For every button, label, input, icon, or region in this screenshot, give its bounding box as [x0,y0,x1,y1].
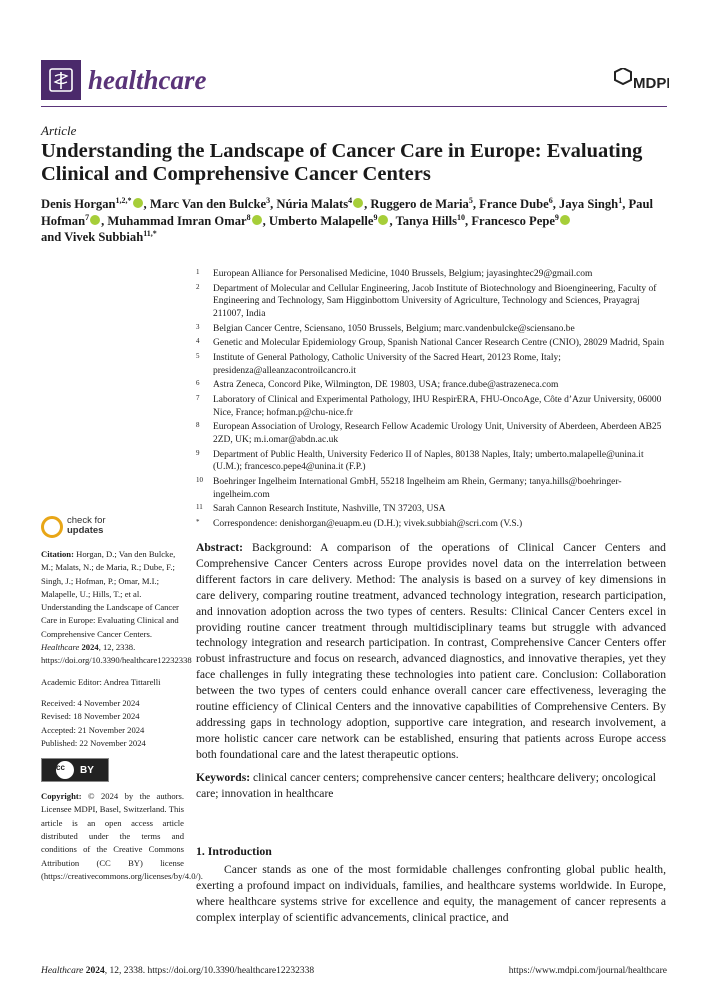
orcid-icon[interactable] [133,198,143,208]
received-date: Received: 4 November 2024 [41,697,140,708]
citation-journal: Healthcare [41,642,80,653]
author-list: Denis Horgan$^{1,2,*}$ , Marc Van den Bulcke$^3$, Núria Malats$^4$ , Ruggero de Maria$^5$, France Dube$^6$, Jaya Singh$^1$, Paul Hofman$^7$ , Muhammad Imran Omar$^8$ , Umberto Malapelle$^9$ , Tanya Hills$^{10}$, Francesco Pepe$^9$ and Vivek Subbiah$^{11,*}$ [41,195,653,244]
affiliation: 10 Boehringer Ingelheim International GmbH, 55218 Ingelheim am Rhein, Germany; tanya.hills@boehringer-ingelheim.com [196,475,622,500]
check-updates-line2: updates [67,525,104,536]
citation-year: 2024 [81,642,99,653]
correspondence: * Correspondence: denishorgan@euapm.eu (D.H.); vivek.subbiah@scri.com (V.S.) [196,517,523,529]
affiliation: 1 European Alliance for Personalised Medicine, 1040 Brussels, Belgium; jayasinghtec29@gmail.com [196,268,593,279]
citation-label: Citation: [41,549,74,559]
author[interactable]: France Dube$^6$ [479,195,553,211]
cc-by-license-icon[interactable] [41,758,109,782]
left-sidebar [41,515,203,891]
author[interactable]: Denis Horgan$^{1,2,*}$ [41,195,132,211]
author[interactable]: Umberto Malapelle$^9$ [268,212,378,228]
orcid-icon[interactable] [353,198,363,208]
orcid-icon[interactable] [560,215,570,225]
check-updates-icon [41,516,63,538]
affiliation: 4 Genetic and Molecular Epidemiology Group, Spanish National Cancer Research Centre (CNIO), 28029 Madrid, Spain [196,337,665,349]
keywords-label: Keywords: [196,771,251,784]
check-for-updates-button[interactable] [41,515,184,541]
author[interactable]: Francesco Pepe$^9$ [471,212,559,228]
author[interactable]: Jaya Singh$^1$ [559,195,623,211]
affiliation: 8 European Association of Urology, Research Fellow Academic Urology Unit, University of Aberdeen, Aberdeen AB25 2ZD, UK; m.i.omar@abdn.ac.uk [196,421,662,446]
author[interactable]: Ruggero de Maria$^5$ [370,195,473,211]
affiliation-list [196,268,668,532]
check-updates-line1: check for [67,515,106,526]
abstract-label: Abstract: [196,541,244,554]
article-type: Article [41,123,77,138]
affiliation: 5 Institute of General Pathology, Catholic University of the Sacred Heart, 20123 Rome, Italy; presidenza@alleanzacontroilcancro.it [196,351,561,376]
affiliation: 6 Astra Zeneca, Concord Pike, Wilmington, DE 19803, USA; france.dube@astrazeneca.com [196,379,559,391]
dates [41,697,184,750]
affiliation: 2 Department of Molecular and Cellular Engineering, Jacob Institute of Biotechnology and Bioengineering, Faculty of Engineering and Technology, Sam Higginbottom University of Agriculture, Technology and Sciences, Prayagraj 211007, India [196,282,657,320]
journal-name[interactable]: healthcare [88,65,207,95]
section-heading: 1. Introduction [196,844,272,858]
author[interactable]: Muhammad Imran Omar$^8$ [107,212,251,228]
abstract-text: Background: A comparison of the operations of Clinical Cancer Centers and Comprehensive Cancer Centers across Europe provides novel data on the interrelation between different factors in care delivery. Method: The analysis is based on a survey of key dimensions in care delivery, comparing routine treatment, advanced technology integration, research participation, and innovation adoption across the two types of centers. Results: Clinical Cancer Centers excel in providing routine cancer treatment through multidisciplinary teams but struggle with advanced technology integration and research participation. In contrast, Comprehensive Cancer Centers offer robust infrastructure and focus on research, advanced diagnostics, and innovative therapies, yet they face challenges in fully integrating these technologies into patient care. Conclusion: Collaboration between the two types of centers could enhance overall cancer care effectiveness, leveraging the routine efficiency of Clinical Centers and the innovative capabilities of Comprehensive Centers. By addressing gaps in technology adoption, supportive care integration, and research involvement, a more holistic cancer care network can be established, ensuring that patients across Europe access both foundational care and the latest therapeutic options. [196,541,666,761]
publisher-name: MDPI [633,75,669,92]
mdpi-logo-icon[interactable] [611,68,669,101]
revised-date: Revised: 18 November 2024 [41,711,140,722]
article-title: Understanding the Landscape of Cancer Care in Europe: Evaluating Clinical and Comprehensive Cancer Centers [41,140,643,185]
published-date: Published: 22 November 2024 [41,737,146,748]
affiliation: 3 Belgian Cancer Centre, Sciensano, 1050 Brussels, Belgium; marc.vandenbulcke@sciensano.be [196,322,575,334]
affiliation: 11 Sarah Cannon Research Institute, Nashville, TN 37203, USA [196,503,446,515]
copyright-label: Copyright: [41,791,82,802]
keywords [196,770,666,802]
keywords-text: clinical cancer centers; comprehensive cancer centers; healthcare delivery; oncological care; innovation in healthcare [196,771,657,800]
author[interactable]: Tanya Hills$^{10}$ [395,212,466,228]
author[interactable]: Núria Malats$^4$ [276,195,353,211]
footer-citation: Healthcare 2024, 12, 2338. https://doi.org/10.3390/healthcare12232338 [41,966,315,976]
author[interactable]: Paul Hofman$^7$ [41,197,653,228]
author[interactable]: Vivek Subbiah$^{11,*}$ [64,228,157,244]
orcid-icon[interactable] [252,215,262,225]
citation-text: Horgan, D.; Van den Bulcke, M.; Malats, N.; de Maria, R.; Dube, F.; Singh, J.; Hofman, P.; Omar, M.I.; Malapelle, U.; Hills, T.; et al. Understanding the Landscape of Cancer Care in Europe: Evaluating Clinical and Comprehensive Cancer Centers. [41,549,179,639]
citation [41,548,192,668]
accepted-date: Accepted: 21 November 2024 [41,724,145,735]
cc-icon: cc [56,761,74,779]
footer-journal-url[interactable]: https://www.mdpi.com/journal/healthcare [508,966,667,976]
citation-doi[interactable]: , 12, 2338. https://doi.org/10.3390/healthcare12232338 [41,642,192,666]
introduction-paragraph: Cancer stands as one of the most formidable challenges confronting global public health, exerting a profound impact on individuals, families, and healthcare systems worldwide. In Europe, where healthcare systems strive for excellence and equity, the management of cancer represents a complex interplay of scientific advancements, clinical practice, and [196,863,666,924]
affiliation: 7 Laboratory of Clinical and Experimental Pathology, IHU RespirERA, FHU-OncoAge, Côte d’Azur University, 06000 Nice, France; hofman.p@chu-nice.fr [196,393,662,418]
orcid-icon[interactable] [378,215,388,225]
by-icon: BY [80,764,94,776]
copyright [41,790,203,883]
author[interactable]: Marc Van den Bulcke$^3$ [149,195,271,211]
abstract [196,540,666,763]
orcid-icon[interactable] [90,215,100,225]
journal-logo-icon [41,60,81,100]
affiliation: 9 Department of Public Health, University Federico II of Naples, 80138 Naples, Italy; umberto.malapelle@unina.it (U.M.); francesco.pepe4@unina.it (F.P.) [196,448,644,473]
copyright-text: © 2024 by the authors. Licensee MDPI, Basel, Switzerland. This article is an open access article distributed under the terms and conditions of the Creative Commons Attribution (CC BY) license (https://creativecommons.org/licenses/by/4.0/). [41,791,203,881]
journal-header [41,58,669,104]
header-divider [41,106,667,107]
academic-editor: Academic Editor: Andrea Tittarelli [41,676,161,687]
